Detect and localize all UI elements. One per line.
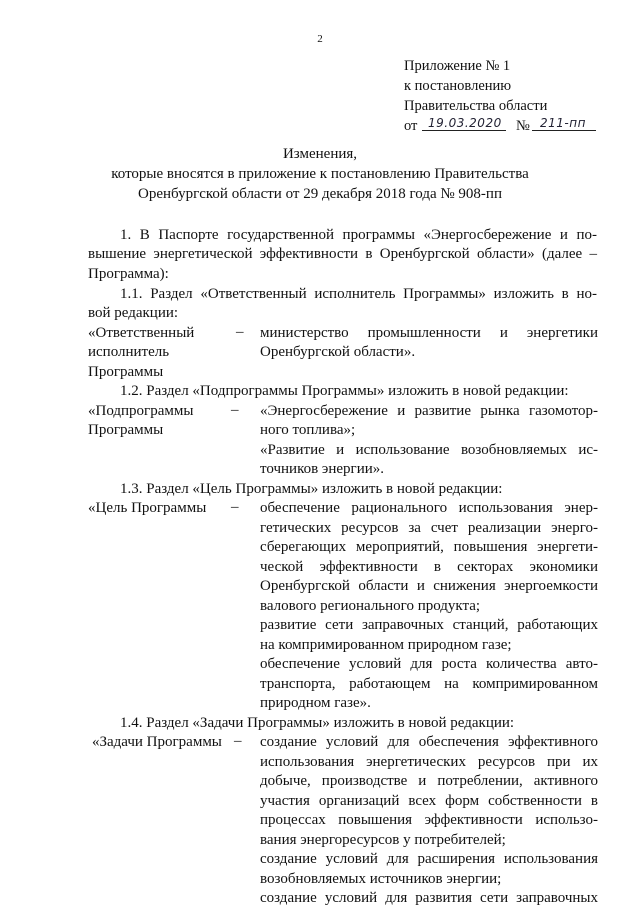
s14-value-4: участия организаций всех форм собственности в: [260, 793, 598, 809]
s14-value-7: создание условий для расширения использования: [260, 851, 598, 867]
p1-line-2: вышение энергетической эффективности в Оренбургской области» (далее –: [88, 246, 597, 262]
s12-label-2: Программы: [88, 422, 164, 438]
handwritten-date: 19.03.2020: [428, 116, 502, 130]
s12-dash: –: [231, 402, 239, 418]
s14-value-1: создание условий для обеспечения эффективного: [260, 734, 598, 750]
s11-line-1: 1.1. Раздел «Ответственный исполнитель Программы» изложить в но-: [120, 286, 597, 302]
s12-value-1: «Энергосбережение и развитие рынка газомотор-: [260, 403, 598, 419]
s13-value-8: на компримированном природном газе;: [260, 637, 512, 653]
s14-dash: –: [234, 733, 242, 749]
s11-value-1: министерство промышленности и энергетики: [260, 325, 598, 341]
s13-heading: 1.3. Раздел «Цель Программы» изложить в новой редакции:: [120, 481, 503, 497]
s12-value-4: точников энергии».: [260, 461, 385, 477]
appendix-date-prefix: от: [404, 118, 418, 134]
s14-value-5: процессах повышения эффективности использо-: [260, 812, 598, 828]
s12-heading: 1.2. Раздел «Подпрограммы Программы» изложить в новой редакции:: [120, 383, 569, 399]
s13-value-9: обеспечение условий для роста количества авто-: [260, 656, 598, 672]
s14-value-3: добыче, производстве и потреблении, активного: [260, 773, 598, 789]
appendix-line-3: Правительства области: [404, 98, 548, 114]
s11-label-1: «Ответственный: [88, 325, 195, 341]
s14-value-6: вания энергоресурсов у потребителей;: [260, 832, 506, 848]
s13-value-11: природном газе».: [260, 695, 371, 711]
number-underline: [532, 130, 596, 131]
s13-value-2: гетических ресурсов за счет реализации энерго-: [260, 520, 598, 536]
appendix-line-1: Приложение № 1: [404, 58, 511, 74]
s13-value-5: Оренбургской области и снижения энергоемкости: [260, 578, 598, 594]
page-number: 2: [317, 33, 323, 45]
s13-value-7: развитие сети заправочных станций, работающих: [260, 617, 598, 633]
s12-value-2: ного топлива»;: [260, 422, 356, 438]
s12-label-1: «Подпрограммы: [88, 403, 194, 419]
s13-label: «Цель Программы: [88, 500, 207, 516]
s13-value-1: обеспечение рационального использования энер-: [260, 500, 598, 516]
s11-line-2: вой редакции:: [88, 305, 179, 321]
s13-dash: –: [231, 499, 239, 515]
s11-dash: –: [236, 324, 244, 340]
s11-value-2: Оренбургской области».: [260, 344, 416, 360]
p1-line-1: 1. В Паспорте государственной программы «Энергосбережение и по-: [120, 227, 597, 243]
s12-value-3: «Развитие и использование возобновляемых ис-: [260, 442, 598, 458]
s13-value-3: сберегающих мероприятий, повышения энергети-: [260, 539, 598, 555]
s14-heading: 1.4. Раздел «Задачи Программы» изложить в новой редакции:: [120, 715, 515, 731]
s14-label: «Задачи Программы: [92, 734, 222, 750]
title-line-3: Оренбургской области от 29 декабря 2018 года № 908-пп: [138, 186, 502, 202]
title-line-1: Изменения,: [282, 146, 358, 162]
handwritten-number: 211-пп: [540, 116, 586, 130]
s14-value-2: использования энергетических ресурсов при их: [260, 754, 598, 770]
s13-value-10: транспорта, работающем на компримированном: [260, 676, 598, 692]
s11-label-2: исполнитель: [88, 344, 170, 360]
appendix-line-2: к постановлению: [404, 78, 512, 94]
s13-value-6: валового регионального продукта;: [260, 598, 481, 614]
s11-label-3: Программы: [88, 364, 164, 380]
s14-value-9: создание условий для развития сети заправочных: [260, 890, 598, 906]
date-underline: [422, 130, 506, 131]
p1-line-3: Программа):: [88, 266, 169, 282]
s14-value-8: возобновляемых источников энергии;: [260, 871, 502, 887]
appendix-number-prefix: №: [516, 118, 530, 134]
title-line-2: которые вносятся в приложение к постановлению Правительства: [111, 166, 529, 182]
s13-value-4: ческой эффективности в секторах экономики: [260, 559, 598, 575]
